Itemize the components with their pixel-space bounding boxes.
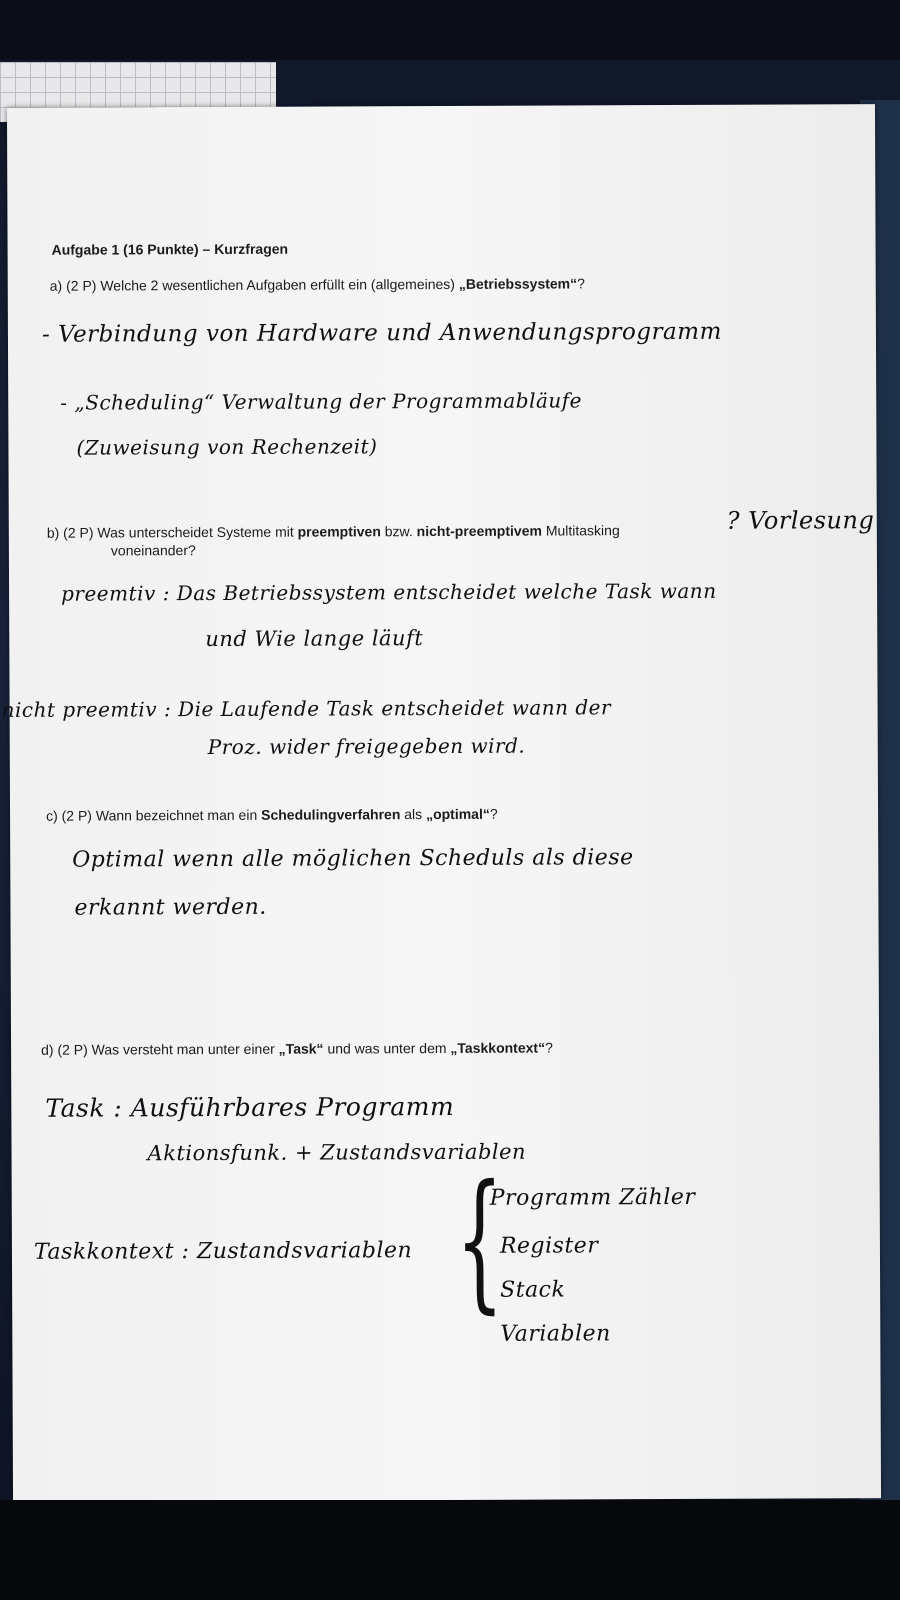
question-d-points: (2 P) [57, 1041, 88, 1058]
question-b-label: b) [46, 524, 60, 541]
answer-b-line-1: preemtiv : Das Betriebssystem entscheidet welche Task wann [61, 578, 717, 606]
question-b-text: Was unterscheidet Systeme mit [97, 523, 298, 541]
answer-d-task-detail: Aktionsfunk. + Zustandsvariablen [147, 1139, 527, 1166]
question-b [47, 522, 620, 540]
question-c-bold-1: Schedulingverfahren [261, 806, 401, 823]
answer-d-item-1: Programm Zähler [489, 1184, 696, 1211]
question-b-bold-1: preemptiven [297, 523, 381, 540]
question-c-label: c) [46, 807, 58, 824]
question-b-bold-2: nicht-preemptivem [416, 522, 542, 540]
question-c-bold-2: „optimal“ [426, 805, 490, 823]
question-b-mid: bzw. [380, 523, 417, 540]
question-b-post: Multitasking [541, 522, 620, 539]
question-b-points: (2 P) [63, 524, 94, 541]
question-c-post: ? [489, 805, 498, 822]
question-d-label: d) [41, 1041, 54, 1058]
page-title: Aufgabe 1 (16 Punkte) – Kurzfragen [51, 240, 289, 258]
question-a [50, 275, 585, 293]
question-b-line-2: voneinander? [110, 542, 196, 559]
answer-a-line-2: - „Scheduling“ Verwaltung der Programmabläufe [60, 388, 583, 415]
dark-bottom-area [0, 1500, 900, 1600]
answer-c-line-2: erkannt werden. [74, 894, 267, 921]
exam-sheet [1, 104, 881, 1502]
question-d-bold-2: „Taskkontext“ [450, 1039, 546, 1056]
question-c [46, 806, 498, 824]
question-d-text: Was versteht man unter einer [91, 1040, 279, 1058]
answer-a-line-3: (Zuweisung von Rechenzeit) [76, 434, 378, 460]
question-a-post: ? [577, 275, 585, 292]
answer-b-line-4: Proz. wider freigegeben wird. [207, 733, 526, 760]
question-a-bold: „Betriebssystem“ [458, 275, 578, 292]
question-d-mid: und was unter dem [323, 1039, 451, 1057]
answer-b-line-2: und Wie lange läuft [205, 626, 424, 652]
background-desk [0, 0, 900, 60]
question-c-text: Wann bezeichnet man ein [95, 806, 262, 824]
question-a-label: a) [49, 277, 63, 294]
answer-b-note: ? Vorlesung [726, 506, 875, 535]
answer-d-taskkontext: Taskkontext : Zustandsvariablen [33, 1238, 413, 1265]
question-d-bold-1: „Task“ [278, 1040, 324, 1057]
answer-d-item-4: Variablen [500, 1321, 611, 1347]
answer-d-item-2: Register [499, 1233, 599, 1259]
answer-a-line-1: - Verbindung von Hardware und Anwendungsprogramm [41, 318, 722, 348]
question-c-points: (2 P) [61, 807, 92, 824]
answer-d-task: Task : Ausführbares Programm [45, 1091, 455, 1123]
curly-brace: { [455, 1153, 504, 1328]
question-a-points: (2 P) [66, 277, 97, 294]
answer-d-item-3: Stack [500, 1277, 566, 1303]
question-d-post: ? [545, 1039, 553, 1056]
question-d [41, 1040, 553, 1058]
question-a-text: Welche 2 wesentlichen Aufgaben erfüllt ein (allgemeines) [100, 275, 459, 294]
question-c-mid: als [400, 806, 427, 823]
answer-c-line-1: Optimal wenn alle möglichen Scheduls als diese [72, 845, 634, 873]
answer-b-line-3: nicht preemtiv : Die Laufende Task entscheidet wann der [1, 695, 612, 722]
